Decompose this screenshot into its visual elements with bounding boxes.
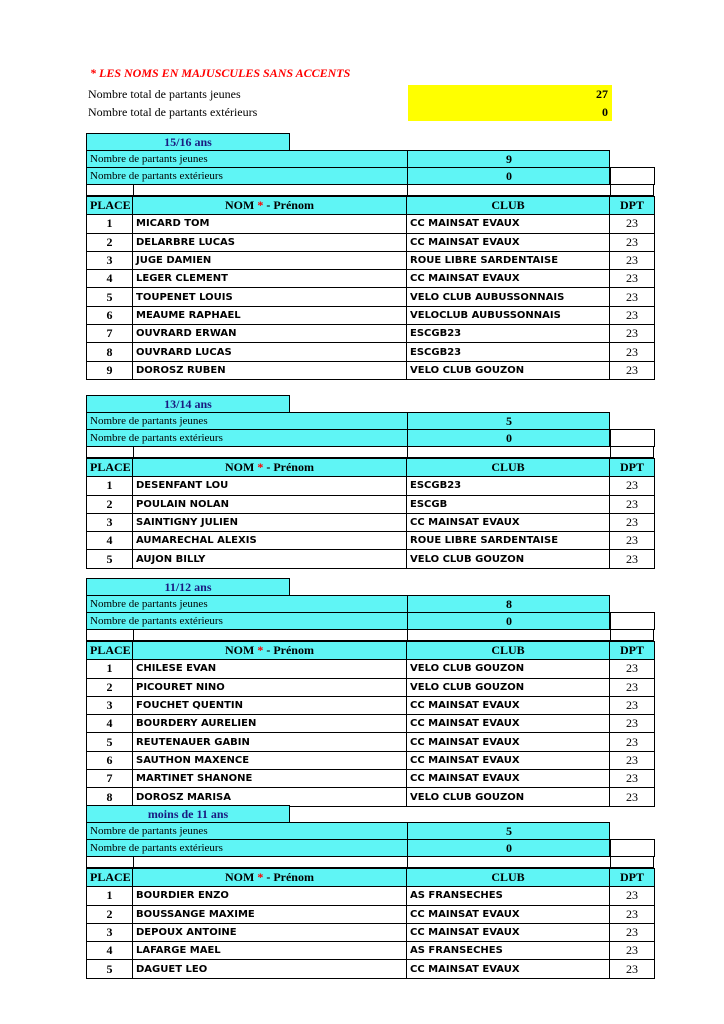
header-nom: NOM bbox=[225, 870, 255, 885]
club-cell: VELOCLUB AUBUSSONNAIS bbox=[407, 306, 610, 324]
partants-jeunes-row bbox=[86, 412, 610, 430]
results-table bbox=[86, 868, 655, 979]
category-title-text: 15/16 ans bbox=[164, 135, 212, 149]
name-cell: DOROSZ MARISA bbox=[133, 788, 407, 806]
header-place: PLACE bbox=[87, 869, 133, 887]
table-row bbox=[87, 960, 655, 978]
club-cell: CC MAINSAT EVAUX bbox=[407, 513, 610, 531]
header-nom-prenom bbox=[133, 459, 407, 477]
category-title bbox=[86, 805, 290, 822]
dpt-cell: 23 bbox=[610, 770, 655, 788]
table-row bbox=[87, 696, 655, 714]
table-row bbox=[87, 361, 655, 379]
header-nom-prenom bbox=[133, 869, 407, 887]
dpt-cell: 23 bbox=[610, 270, 655, 288]
partants-jeunes-label: Nombre de partants jeunes bbox=[90, 415, 208, 427]
place-cell: 7 bbox=[87, 325, 133, 343]
name-cell: PICOURET NINO bbox=[133, 678, 407, 696]
dpt-cell: 23 bbox=[610, 678, 655, 696]
dpt-cell: 23 bbox=[610, 788, 655, 806]
empty-cell bbox=[610, 839, 655, 857]
header-dpt: DPT bbox=[610, 459, 655, 477]
uppercase-note: * LES NOMS EN MAJUSCULES SANS ACCENTS bbox=[90, 66, 351, 80]
name-cell: AUMARECHAL ALEXIS bbox=[133, 532, 407, 550]
place-cell: 5 bbox=[87, 960, 133, 978]
partants-exterieurs-label: Nombre de partants extérieurs bbox=[90, 170, 223, 182]
category-title-text: moins de 11 ans bbox=[147, 807, 229, 821]
dpt-cell: 23 bbox=[610, 513, 655, 531]
name-cell: SAUTHON MAXENCE bbox=[133, 751, 407, 769]
dpt-cell: 23 bbox=[610, 942, 655, 960]
club-cell: AS FRANSECHES bbox=[407, 942, 610, 960]
club-cell: ROUE LIBRE SARDENTAISE bbox=[407, 251, 610, 269]
results-header-row bbox=[87, 197, 655, 215]
place-cell: 1 bbox=[87, 477, 133, 495]
total-jeunes-value: 27 bbox=[408, 85, 612, 103]
total-exterieurs-label: Nombre total de partants extérieurs bbox=[88, 105, 258, 119]
dpt-cell: 23 bbox=[610, 887, 655, 905]
header-star: * bbox=[254, 460, 267, 475]
dpt-cell: 23 bbox=[610, 215, 655, 233]
dpt-cell: 23 bbox=[610, 905, 655, 923]
club-cell: CC MAINSAT EVAUX bbox=[407, 696, 610, 714]
header-nom: NOM bbox=[225, 643, 255, 658]
place-cell: 2 bbox=[87, 233, 133, 251]
results-table bbox=[86, 458, 655, 569]
place-cell: 2 bbox=[87, 678, 133, 696]
partants-jeunes-count: 5 bbox=[407, 823, 610, 839]
partants-jeunes-row bbox=[86, 822, 610, 840]
place-cell: 4 bbox=[87, 532, 133, 550]
place-cell: 4 bbox=[87, 942, 133, 960]
header-nom: NOM bbox=[225, 460, 255, 475]
table-row bbox=[87, 788, 655, 806]
club-cell: CC MAINSAT EVAUX bbox=[407, 751, 610, 769]
table-row bbox=[87, 215, 655, 233]
total-jeunes-row bbox=[88, 85, 612, 103]
name-cell: DAGUET LEO bbox=[133, 960, 407, 978]
spacer-row bbox=[86, 857, 654, 868]
dpt-cell: 23 bbox=[610, 960, 655, 978]
category-title-text: 13/14 ans bbox=[164, 397, 212, 411]
header-nom: NOM bbox=[225, 198, 255, 213]
dpt-cell: 23 bbox=[610, 495, 655, 513]
category-title bbox=[86, 133, 290, 150]
table-row bbox=[87, 343, 655, 361]
name-cell: OUVRARD LUCAS bbox=[133, 343, 407, 361]
club-cell: CC MAINSAT EVAUX bbox=[407, 715, 610, 733]
club-cell: VELO CLUB GOUZON bbox=[407, 550, 610, 568]
table-row bbox=[87, 325, 655, 343]
place-cell: 7 bbox=[87, 770, 133, 788]
header-club: CLUB bbox=[407, 642, 610, 660]
header-prenom: - Prénom bbox=[266, 198, 314, 213]
place-cell: 5 bbox=[87, 288, 133, 306]
table-row bbox=[87, 495, 655, 513]
table-row bbox=[87, 513, 655, 531]
club-cell: VELO CLUB GOUZON bbox=[407, 678, 610, 696]
category-title-text: 11/12 ans bbox=[164, 580, 212, 594]
total-exterieurs-row bbox=[88, 103, 612, 121]
dpt-cell: 23 bbox=[610, 923, 655, 941]
club-cell: CC MAINSAT EVAUX bbox=[407, 905, 610, 923]
place-cell: 3 bbox=[87, 251, 133, 269]
club-cell: CC MAINSAT EVAUX bbox=[407, 233, 610, 251]
partants-jeunes-count: 9 bbox=[407, 151, 610, 167]
dpt-cell: 23 bbox=[610, 233, 655, 251]
header-nom-prenom bbox=[133, 642, 407, 660]
dpt-cell: 23 bbox=[610, 361, 655, 379]
name-cell: LAFARGE MAEL bbox=[133, 942, 407, 960]
dpt-cell: 23 bbox=[610, 550, 655, 568]
name-cell: DOROSZ RUBEN bbox=[133, 361, 407, 379]
club-cell: CC MAINSAT EVAUX bbox=[407, 270, 610, 288]
dpt-cell: 23 bbox=[610, 343, 655, 361]
dpt-cell: 23 bbox=[610, 325, 655, 343]
table-row bbox=[87, 942, 655, 960]
name-cell: LEGER CLEMENT bbox=[133, 270, 407, 288]
dpt-cell: 23 bbox=[610, 251, 655, 269]
club-cell: VELO CLUB GOUZON bbox=[407, 788, 610, 806]
place-cell: 3 bbox=[87, 513, 133, 531]
place-cell: 4 bbox=[87, 270, 133, 288]
partants-jeunes-label: Nombre de partants jeunes bbox=[90, 598, 208, 610]
dpt-cell: 23 bbox=[610, 477, 655, 495]
club-cell: VELO CLUB AUBUSSONNAIS bbox=[407, 288, 610, 306]
header-star: * bbox=[254, 643, 267, 658]
table-row bbox=[87, 477, 655, 495]
name-cell: AUJON BILLY bbox=[133, 550, 407, 568]
table-row bbox=[87, 532, 655, 550]
results-header-row bbox=[87, 459, 655, 477]
partants-exterieurs-row bbox=[86, 612, 610, 630]
place-cell: 1 bbox=[87, 887, 133, 905]
club-cell: ESCGB23 bbox=[407, 325, 610, 343]
header-dpt: DPT bbox=[610, 869, 655, 887]
category-title bbox=[86, 395, 290, 412]
header-club: CLUB bbox=[407, 459, 610, 477]
results-table bbox=[86, 196, 655, 380]
partants-jeunes-row bbox=[86, 150, 610, 168]
header-club: CLUB bbox=[407, 197, 610, 215]
partants-exterieurs-label: Nombre de partants extérieurs bbox=[90, 842, 223, 854]
partants-exterieurs-label: Nombre de partants extérieurs bbox=[90, 432, 223, 444]
club-cell: ESCGB23 bbox=[407, 477, 610, 495]
place-cell: 3 bbox=[87, 923, 133, 941]
empty-cell bbox=[610, 167, 655, 185]
results-header-row bbox=[87, 642, 655, 660]
results-header-row bbox=[87, 869, 655, 887]
table-row bbox=[87, 660, 655, 678]
table-row bbox=[87, 306, 655, 324]
club-cell: VELO CLUB GOUZON bbox=[407, 361, 610, 379]
partants-jeunes-count: 8 bbox=[407, 596, 610, 612]
partants-exterieurs-count: 0 bbox=[407, 168, 610, 184]
header-star: * bbox=[254, 198, 267, 213]
results-table bbox=[86, 641, 655, 807]
header-club: CLUB bbox=[407, 869, 610, 887]
partants-jeunes-row bbox=[86, 595, 610, 613]
club-cell: AS FRANSECHES bbox=[407, 887, 610, 905]
partants-exterieurs-count: 0 bbox=[407, 840, 610, 856]
header-place: PLACE bbox=[87, 459, 133, 477]
partants-jeunes-label: Nombre de partants jeunes bbox=[90, 825, 208, 837]
partants-exterieurs-label: Nombre de partants extérieurs bbox=[90, 615, 223, 627]
place-cell: 6 bbox=[87, 306, 133, 324]
name-cell: MEAUME RAPHAEL bbox=[133, 306, 407, 324]
header-place: PLACE bbox=[87, 197, 133, 215]
name-cell: REUTENAUER GABIN bbox=[133, 733, 407, 751]
spacer-row bbox=[86, 447, 654, 458]
total-jeunes-label: Nombre total de partants jeunes bbox=[88, 87, 241, 101]
table-row bbox=[87, 770, 655, 788]
club-cell: ESCGB23 bbox=[407, 343, 610, 361]
name-cell: POULAIN NOLAN bbox=[133, 495, 407, 513]
name-cell: DESENFANT LOU bbox=[133, 477, 407, 495]
empty-cell bbox=[610, 429, 655, 447]
place-cell: 2 bbox=[87, 905, 133, 923]
table-row bbox=[87, 715, 655, 733]
table-row bbox=[87, 923, 655, 941]
dpt-cell: 23 bbox=[610, 751, 655, 769]
name-cell: SAINTIGNY JULIEN bbox=[133, 513, 407, 531]
name-cell: DEPOUX ANTOINE bbox=[133, 923, 407, 941]
name-cell: CHILESE EVAN bbox=[133, 660, 407, 678]
header-dpt: DPT bbox=[610, 642, 655, 660]
partants-exterieurs-row bbox=[86, 429, 610, 447]
total-exterieurs-value: 0 bbox=[408, 103, 612, 121]
partants-exterieurs-count: 0 bbox=[407, 613, 610, 629]
club-cell: CC MAINSAT EVAUX bbox=[407, 960, 610, 978]
partants-exterieurs-count: 0 bbox=[407, 430, 610, 446]
club-cell: CC MAINSAT EVAUX bbox=[407, 733, 610, 751]
dpt-cell: 23 bbox=[610, 660, 655, 678]
table-row bbox=[87, 751, 655, 769]
place-cell: 5 bbox=[87, 550, 133, 568]
header-dpt: DPT bbox=[610, 197, 655, 215]
club-cell: CC MAINSAT EVAUX bbox=[407, 770, 610, 788]
name-cell: TOUPENET LOUIS bbox=[133, 288, 407, 306]
header-star: * bbox=[254, 870, 267, 885]
place-cell: 1 bbox=[87, 660, 133, 678]
dpt-cell: 23 bbox=[610, 288, 655, 306]
category-title bbox=[86, 578, 290, 595]
table-row bbox=[87, 270, 655, 288]
spacer-row bbox=[86, 630, 654, 641]
empty-cell bbox=[610, 612, 655, 630]
club-cell: CC MAINSAT EVAUX bbox=[407, 215, 610, 233]
dpt-cell: 23 bbox=[610, 733, 655, 751]
place-cell: 9 bbox=[87, 361, 133, 379]
partants-jeunes-count: 5 bbox=[407, 413, 610, 429]
header-nom-prenom bbox=[133, 197, 407, 215]
table-row bbox=[87, 550, 655, 568]
table-row bbox=[87, 678, 655, 696]
table-row bbox=[87, 288, 655, 306]
name-cell: BOUSSANGE MAXIME bbox=[133, 905, 407, 923]
dpt-cell: 23 bbox=[610, 715, 655, 733]
club-cell: VELO CLUB GOUZON bbox=[407, 660, 610, 678]
name-cell: BOURDERY AURELIEN bbox=[133, 715, 407, 733]
table-row bbox=[87, 887, 655, 905]
club-cell: ESCGB bbox=[407, 495, 610, 513]
table-row bbox=[87, 233, 655, 251]
partants-exterieurs-row bbox=[86, 167, 610, 185]
name-cell: FOUCHET QUENTIN bbox=[133, 696, 407, 714]
table-row bbox=[87, 905, 655, 923]
dpt-cell: 23 bbox=[610, 306, 655, 324]
name-cell: JUGE DAMIEN bbox=[133, 251, 407, 269]
place-cell: 2 bbox=[87, 495, 133, 513]
place-cell: 8 bbox=[87, 788, 133, 806]
club-cell: CC MAINSAT EVAUX bbox=[407, 923, 610, 941]
header-place: PLACE bbox=[87, 642, 133, 660]
table-row bbox=[87, 733, 655, 751]
place-cell: 4 bbox=[87, 715, 133, 733]
name-cell: DELARBRE LUCAS bbox=[133, 233, 407, 251]
spacer-row bbox=[86, 185, 654, 196]
name-cell: MICARD TOM bbox=[133, 215, 407, 233]
place-cell: 5 bbox=[87, 733, 133, 751]
partants-exterieurs-row bbox=[86, 839, 610, 857]
name-cell: BOURDIER ENZO bbox=[133, 887, 407, 905]
partants-jeunes-label: Nombre de partants jeunes bbox=[90, 153, 208, 165]
place-cell: 3 bbox=[87, 696, 133, 714]
name-cell: OUVRARD ERWAN bbox=[133, 325, 407, 343]
place-cell: 8 bbox=[87, 343, 133, 361]
header-prenom: - Prénom bbox=[266, 643, 314, 658]
header-prenom: - Prénom bbox=[266, 870, 314, 885]
dpt-cell: 23 bbox=[610, 696, 655, 714]
dpt-cell: 23 bbox=[610, 532, 655, 550]
name-cell: MARTINET SHANONE bbox=[133, 770, 407, 788]
header-prenom: - Prénom bbox=[266, 460, 314, 475]
place-cell: 1 bbox=[87, 215, 133, 233]
club-cell: ROUE LIBRE SARDENTAISE bbox=[407, 532, 610, 550]
table-row bbox=[87, 251, 655, 269]
place-cell: 6 bbox=[87, 751, 133, 769]
